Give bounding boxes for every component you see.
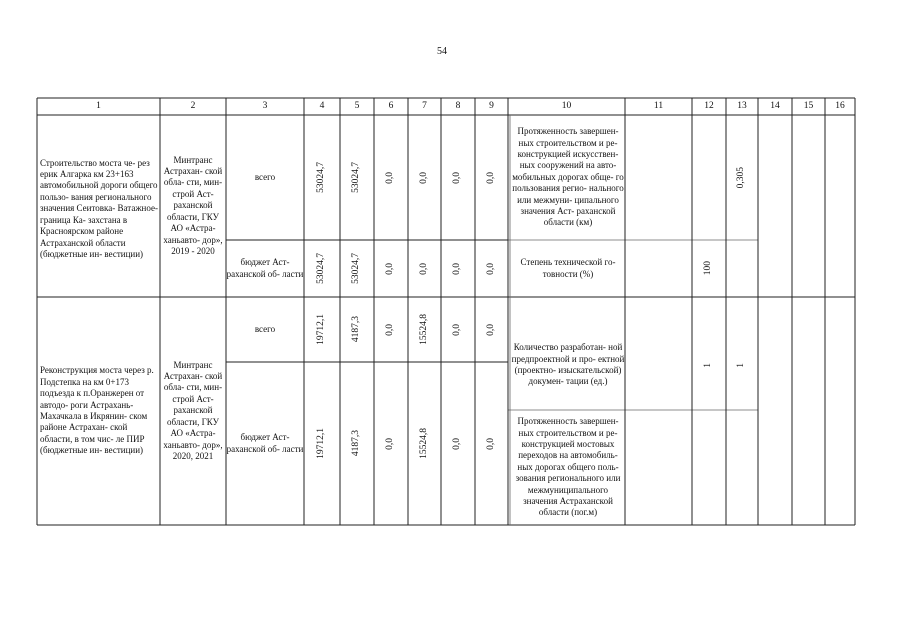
header-col-6: 6 — [388, 100, 394, 111]
row1-total-c5: 53024,7 — [351, 162, 362, 193]
row1-indicator-length: Протяженность завершен- ных строительством и ре- конструкцией искусствен- ных сооружений на авто- мобильных дорогах обще- го пользования регио- нального или межмуни- ципального значения Аст- раханской области (км) — [512, 126, 624, 228]
row1-source-total: всего — [254, 171, 276, 182]
header-col-11: 11 — [653, 100, 664, 111]
row2-budget-c6: 0,0 — [385, 437, 396, 450]
row1-budget-c5: 53024,7 — [351, 253, 362, 284]
row2-total-c8: 0,0 — [452, 323, 463, 336]
header-col-16: 16 — [835, 100, 845, 111]
row1-executor: Минтранс Астрахан- ской обла- сти, мин- строй Аст- раханской области, ГКУ АО «Астра- ханьавто- дор», 2019 - 2020 — [163, 154, 223, 256]
row2-budget-c7: 15524,8 — [418, 428, 429, 459]
header-col-3: 3 — [262, 100, 268, 111]
row2-total-c5: 4187,3 — [351, 316, 362, 343]
row2-total-c6: 0,0 — [385, 323, 396, 336]
header-col-10: 10 — [561, 100, 572, 111]
row1-budget-c4: 53024,7 — [316, 253, 327, 284]
row2-indicator-documentation: Количество разработан- ной предпроектной и про- ектной (проектно- изыскательской) докумен- тации (ед.) — [511, 342, 625, 387]
row2-object-name: Реконструкция моста через р. Подстепка на км 0+173 подъезда к п.Оранжерен от автодо- роги Астрахань- Махачкала в Икрянин- ском районе Астрахан- ской области, в том чис- ле ПИР (бюджетные ин- вестиции) — [40, 365, 154, 456]
header-col-12: 12 — [704, 100, 714, 111]
header-col-13: 13 — [737, 100, 747, 111]
row1-budget-c9: 0,0 — [485, 262, 496, 275]
row1-indicator-c13: 0,305 — [736, 166, 747, 189]
row2-indicator-bridge-length: Протяженность завершен- ных строительством и ре- конструкцией мостовых переходов на автомобиль- ных дорогах общего поль- зования регионального или межмуниципального значения Астраханской области (пог.м) — [515, 416, 621, 518]
row2-budget-c4: 19712,1 — [316, 428, 327, 459]
header-col-14: 14 — [770, 100, 780, 111]
row1-total-c4: 53024,7 — [316, 162, 327, 193]
header-col-2: 2 — [190, 100, 196, 111]
row2-executor: Минтранс Астрахан- ской обла- сти, мин- строй Аст- раханской области, ГКУ АО «Астра- ханьавто- дор», 2020, 2021 — [163, 359, 223, 461]
row2-budget-c5: 4187,3 — [351, 430, 362, 457]
header-col-9: 9 — [489, 100, 494, 111]
row1-total-c7: 0,0 — [418, 171, 429, 184]
header-col-15: 15 — [803, 100, 814, 111]
row1-indicator-readiness: Степень технической го- товности (%) — [520, 257, 616, 279]
row2-source-budget: бюджет Аст- раханской об- ласти — [226, 432, 304, 454]
header-col-4: 4 — [319, 100, 325, 111]
row1-total-c6: 0,0 — [385, 171, 396, 184]
row1-total-c9: 0,0 — [485, 171, 496, 184]
row2-total-c7: 15524,8 — [418, 314, 429, 345]
header-col-5: 5 — [354, 100, 360, 111]
row2-budget-c9: 0,0 — [485, 437, 496, 450]
row1-readiness-c12: 100 — [703, 261, 714, 276]
row1-budget-c7: 0,0 — [418, 262, 429, 275]
row1-source-budget: бюджет Аст- раханской об- ласти — [226, 257, 304, 279]
row1-budget-c8: 0,0 — [452, 262, 463, 275]
row1-total-c8: 0,0 — [452, 171, 463, 184]
row2-source-total: всего — [254, 323, 276, 334]
row2-documentation-c12: 1 — [703, 362, 714, 368]
row2-budget-c8: 0,0 — [452, 437, 463, 450]
row1-budget-c6: 0,0 — [385, 262, 396, 275]
row2-documentation-c13: 1 — [736, 362, 747, 368]
row2-total-c4: 19712,1 — [316, 314, 327, 345]
row2-total-c9: 0,0 — [485, 323, 496, 336]
row1-object-name: Строительство моста че- рез ерик Алгарка км 23+163 автомобильной дороги общего пользо- вания регионального значения Сеитовка- Ватажное-граница Ка- захстана в Красноярском районе Астраханской области (бюджетные ин- вестиции) — [40, 157, 158, 259]
header-col-8: 8 — [455, 100, 461, 111]
header-col-1: 1 — [96, 100, 101, 111]
header-col-7: 7 — [422, 100, 427, 111]
page-number: 54 — [437, 46, 447, 57]
